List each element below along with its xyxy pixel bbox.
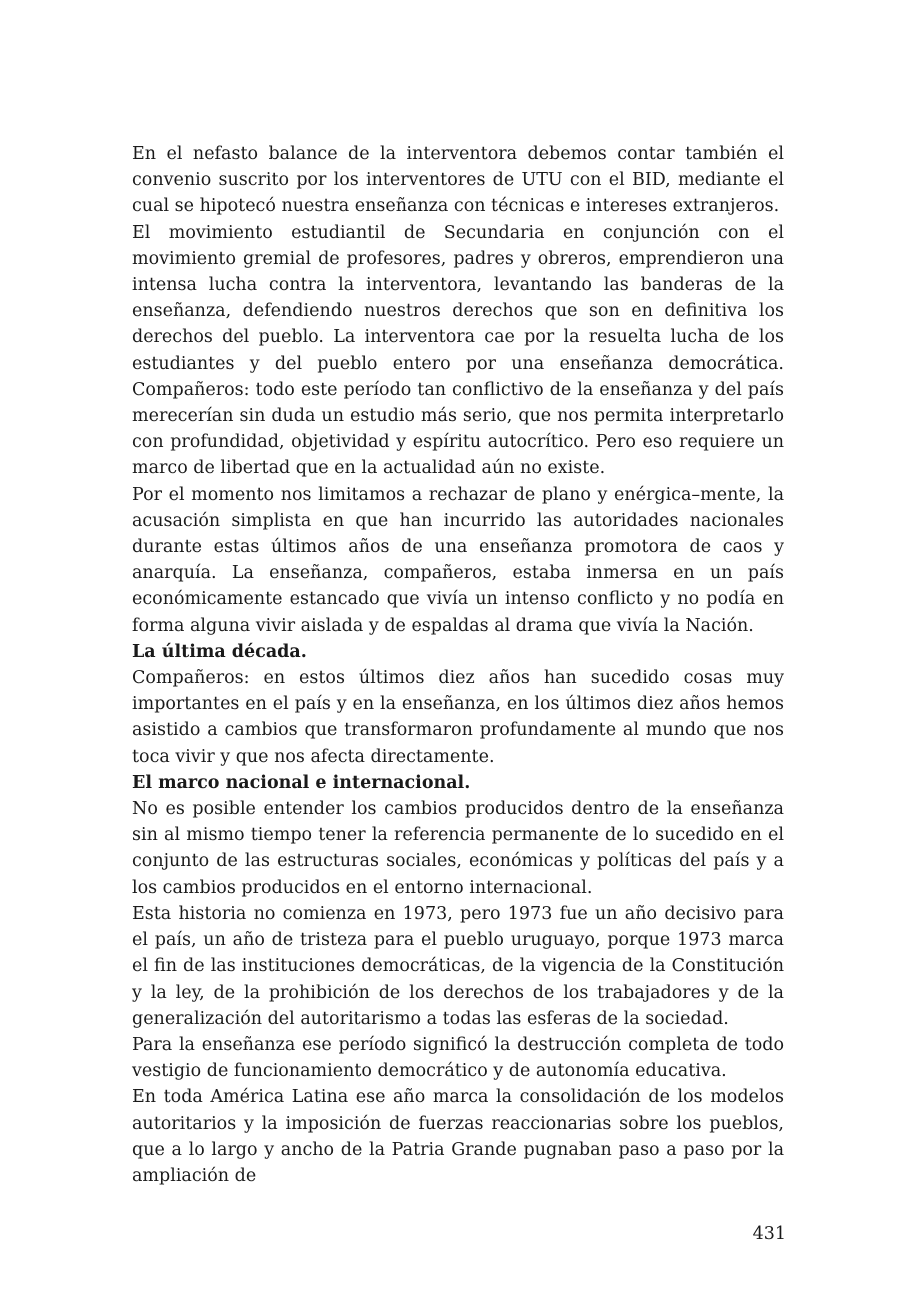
paragraph: El movimiento estudiantil de Secundaria en conjunción con el movimiento gremial de profesores, padres y obreros, emprendieron una intensa lucha contra la interventora, levantando las banderas de la enseñanza, defendiendo nuestros derechos que son en definitiva los derechos del pueblo. La interventora cae por la resuelta lucha de los estudiantes y del pueblo entero por una enseñanza democrática. Compañeros: todo este período tan conflictivo de la enseñanza y del país merecerían sin duda un estudio más serio, que nos permita interpretarlo con profundidad, objetividad y espíritu autocrítico. Pero eso requiere un marco de libertad que en la actualidad aún no existe. <box>132 222 784 479</box>
paragraph: Compañeros: en estos últimos diez años han sucedido cosas muy importantes en el país y en la enseñanza, en los últimos diez años hemos asistido a cambios que transformaron profundamente al mundo que nos toca vivir y que nos afecta directamente. <box>132 668 784 767</box>
section-heading: La última década. <box>132 641 307 662</box>
section-heading: El marco nacional e internacional. <box>132 772 471 793</box>
paragraph: En el nefasto balance de la interventora debemos contar también el convenio suscrito por los interventores de UTU con el BID, mediante el cual se hipotecó nuestra enseñanza con técnicas e intereses extranjeros. <box>132 144 784 217</box>
page-number: 431 <box>752 1224 786 1244</box>
paragraph: Por el momento nos limitamos a rechazar de plano y enérgica–mente, la acusación simplista en que han incurrido las autoridades nacionales durante estas últimos años de una enseñanza promotora de caos y anarquía. La enseñanza, compañeros, estaba inmersa en un país económicamente estancado que vivía un intenso conflicto y no podía en forma alguna vivir aislada y de espaldas al drama que vivía la Nación. <box>132 484 784 636</box>
body-text <box>132 141 784 1189</box>
paragraph: No es posible entender los cambios producidos dentro de la enseñanza sin al mismo tiempo tener la referencia permanente de lo sucedido en el conjunto de las estructuras sociales, económicas y políticas del país y a los cambios producidos en el entorno internacional. <box>132 799 784 898</box>
paragraph: Esta historia no comienza en 1973, pero 1973 fue un año decisivo para el país, un año de tristeza para el pueblo uruguayo, porque 1973 marca el fin de las instituciones democráticas, de la vigencia de la Constitución y la ley, de la prohibición de los derechos de los trabajadores y de la generalización del autoritarismo a todas las esferas de la sociedad. <box>132 903 784 1029</box>
paragraph: En toda América Latina ese año marca la consolidación de los modelos autoritarios y la imposición de fuerzas reaccionarias sobre los pueblos, que a lo largo y ancho de la Patria Grande pugnaban paso a paso por la ampliación de <box>132 1087 784 1186</box>
paragraph: Para la enseñanza ese período significó la destrucción completa de todo vestigio de funcionamiento democrático y de autonomía educativa. <box>132 1034 784 1082</box>
